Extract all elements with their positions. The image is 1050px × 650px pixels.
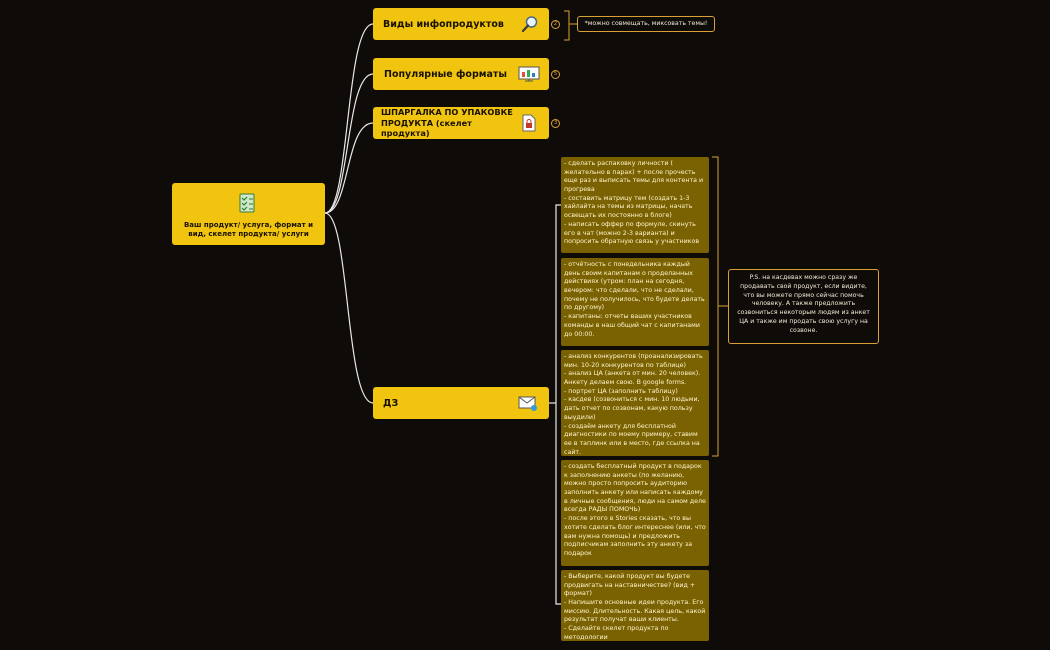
branch-count-badge[interactable]: 5: [551, 70, 560, 79]
branch-count-badge[interactable]: 2: [551, 20, 560, 29]
note-ps-sales[interactable]: P.S. на касдевах можно сразу же продавать свой продукт, если видите, что вы можете прямо сейчас помочь человеку. А также предложить созвониться некоторым людям из анкет ЦА и также им продать свою услугу на созвоне.: [728, 269, 879, 344]
checklist-icon: [239, 193, 257, 213]
locked-document-icon: [522, 114, 536, 132]
magnifier-icon: [521, 15, 539, 33]
branch-popular-formats[interactable]: [373, 58, 549, 90]
branch-count-badge[interactable]: 3: [551, 119, 560, 128]
root-topic[interactable]: [172, 183, 325, 245]
branch-info-product-types[interactable]: [373, 8, 549, 40]
envelope-icon: [518, 396, 538, 412]
homework-item[interactable]: - создать бесплатный продукт в подарок к заполнению анкеты (по желанию, можно просто попросить аудиторию заполнить анкету или написать каждому в личные сообщения, люди на самом деле всегда РАДЫ ПОМОЧЬ) - после этого в Stories сказать, что вы хотите сделать блог интереснее (или, что вам нужна помощь) и предложить подписчикам заполнить эту анкету за подарок: [561, 460, 709, 566]
presentation-icon: [518, 66, 540, 82]
homework-item[interactable]: - сделать распаковку личности ( желательно в парах) + после прочесть еще раз и выписать темы для контента и прогрева - составить матрицу тем (создать 1-3 хайлайта на темы из матрицы, начать освещать их постоянно в блоге) - написать оффер по формуле, скинуть его в чат (можно 2-3 варианта) и попросить обратную связь у участников: [561, 157, 709, 253]
homework-item[interactable]: - Выберите, какой продукт вы будете продвигать на наставничестве? (вид + формат) - Напишите основные идеи продукта. Его миссию. Длительность. Какая цель, какой результат получат ваши клиенты. - Сделайте скелет продукта по методологии: [561, 570, 709, 641]
branch-label: ДЗ: [383, 397, 399, 409]
branch-homework[interactable]: [373, 387, 549, 419]
homework-item[interactable]: - отчётность с понедельника каждый день своим капитанам о проделанных действиях (утром: план на сегодня, вечером: что сделали, что не сделали, почему не получилось, что будете делать по другому) - капитаны: отчеты ваших участников команды в наш общий чат с капитанами до 00:00.: [561, 258, 709, 346]
root-label: Ваш продукт/ услуга, формат и вид, скелет продукта/ услуги: [183, 221, 314, 239]
homework-item[interactable]: - анализ конкурентов (проанализировать мин. 10-20 конкурентов по таблице) - анализ ЦА (анкета от мин. 20 человек). Анкету делаем свою. В google forms. - портрет ЦА (заполнить таблицу) - касдев (созвониться с мин. 10 людьми, дать отчет по созвонам, какую пользу выудили) - создаём анкету для бесплатной диагностики по моему примеру, ставим ее в таплинк или в место, где ссылка на сайт.: [561, 350, 709, 456]
branch-label: Виды инфопродуктов: [383, 18, 504, 30]
branch-label: ШПАРГАЛКА ПО УПАКОВКЕ ПРОДУКТА (скелет продукта): [381, 107, 513, 139]
branch-packaging-cheatsheet[interactable]: [373, 107, 549, 139]
branch-label: Популярные форматы: [384, 68, 508, 80]
note-mix-topics[interactable]: *можно совмещать, миксовать темы!: [577, 16, 715, 32]
